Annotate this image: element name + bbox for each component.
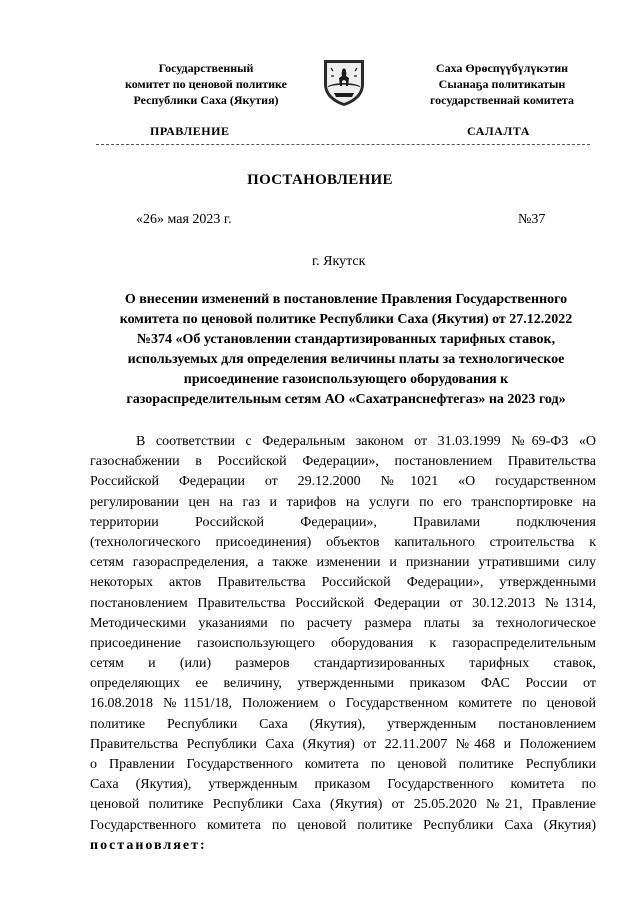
subject-line: №374 «Об установлении стандартизированных тарифных ставок, (136, 332, 556, 347)
body-line: присоединение газоиспользующего оборудования к газораспределительным (90, 635, 596, 651)
header-left-line: Республики Саха (Якутия) (133, 93, 279, 107)
body-line: постановлением Правительства Российской Федерации от 30.12.2013 №1314, (90, 595, 596, 611)
header-divider (96, 144, 590, 145)
body-line: газоснабжении в Российской Федерации», постановлением Правительства (90, 454, 596, 470)
header-right-line: государственнай комитета (430, 93, 574, 107)
header-left-line: Государственный (158, 61, 254, 75)
document-type-title: ПОСТАНОВЛЕНИЕ (247, 172, 393, 188)
body-line: о Правлении Государственного комитета по ценовой политике Республики (90, 757, 596, 772)
header-right-line: Саха Өрөспүүбүлүкэтин (435, 61, 569, 75)
header-right-sub: САЛАЛТА (467, 124, 530, 138)
header-left-line: комитет по ценовой политике (125, 77, 287, 91)
coat-of-arms-icon (320, 56, 368, 108)
body-line: Российской Федерации от 29.12.2000 №1021 «О государственном (90, 474, 596, 490)
body-line: Саха (Якутия), утвержденным приказом Государственного комитета по (90, 777, 596, 793)
subject-line: газораспределительным сетям АО «Сахатранснефтегаз» на 2023 год» (126, 392, 566, 407)
body-line: сетям и (или) размеров стандартизированных тарифных ставок, (90, 656, 596, 672)
body-line: Правительства Республики Саха (Якутия) от 22.11.2007 №468 и Положением (90, 736, 596, 752)
document-body (90, 432, 596, 856)
subject-line: присоединение газоиспользующего оборудования к (183, 372, 509, 387)
subject-line: используемых для определения величины платы за технологическое (127, 352, 565, 367)
body-line: некоторых актов Правительства Российской Федерации», утвержденными (90, 575, 596, 591)
body-line: Методическими указаниями по расчету размера платы за технологическое (90, 615, 596, 631)
body-line: сетям газораспределения, а также изменении и признании утратившими силу (90, 555, 596, 571)
body-line: (технологического присоединения) объектов капитального строительства к (90, 534, 596, 550)
header-left-org (96, 60, 316, 108)
document-number: №37 (518, 212, 546, 227)
header-left-sub: ПРАВЛЕНИЕ (150, 124, 230, 138)
body-line: 16.08.2018 №1151/18, Положением о Государственном комитете по ценовой (90, 696, 596, 712)
subject-line: комитета по ценовой политике Республики Саха (Якутия) от 27.12.2022 (119, 312, 573, 327)
body-line: политике Республики Саха (Якутия), утвержденным постановлением (90, 716, 596, 732)
body-line: определяющих ее величину, утвержденными приказом ФАС России от (90, 676, 596, 692)
header-right-line: Сыанаҕа политикатын (438, 77, 566, 91)
document-city: г. Якутск (312, 254, 366, 269)
body-line: регулировании цен на газ и тарифов на услуги по его транспортировке на (90, 494, 596, 510)
document-subject (96, 290, 596, 410)
body-line: В соответствии с Федеральным законом от 31.03.1999 №69-ФЗ «О (136, 434, 596, 449)
header-right-org (392, 60, 612, 108)
body-line: Государственного комитета по ценовой политике Республики Саха (Якутия) (90, 817, 596, 833)
resolution-keyword: постановляет: (90, 837, 207, 853)
document-date: «26» мая 2023 г. (136, 212, 232, 227)
body-line: территории Российской Федерации», Правилами подключения (90, 514, 596, 530)
subject-line: О внесении изменений в постановление Правления Государственного (124, 292, 568, 307)
body-line: ценовой политике Республики Саха (Якутия) от 25.05.2020 №21, Правление (90, 797, 596, 813)
